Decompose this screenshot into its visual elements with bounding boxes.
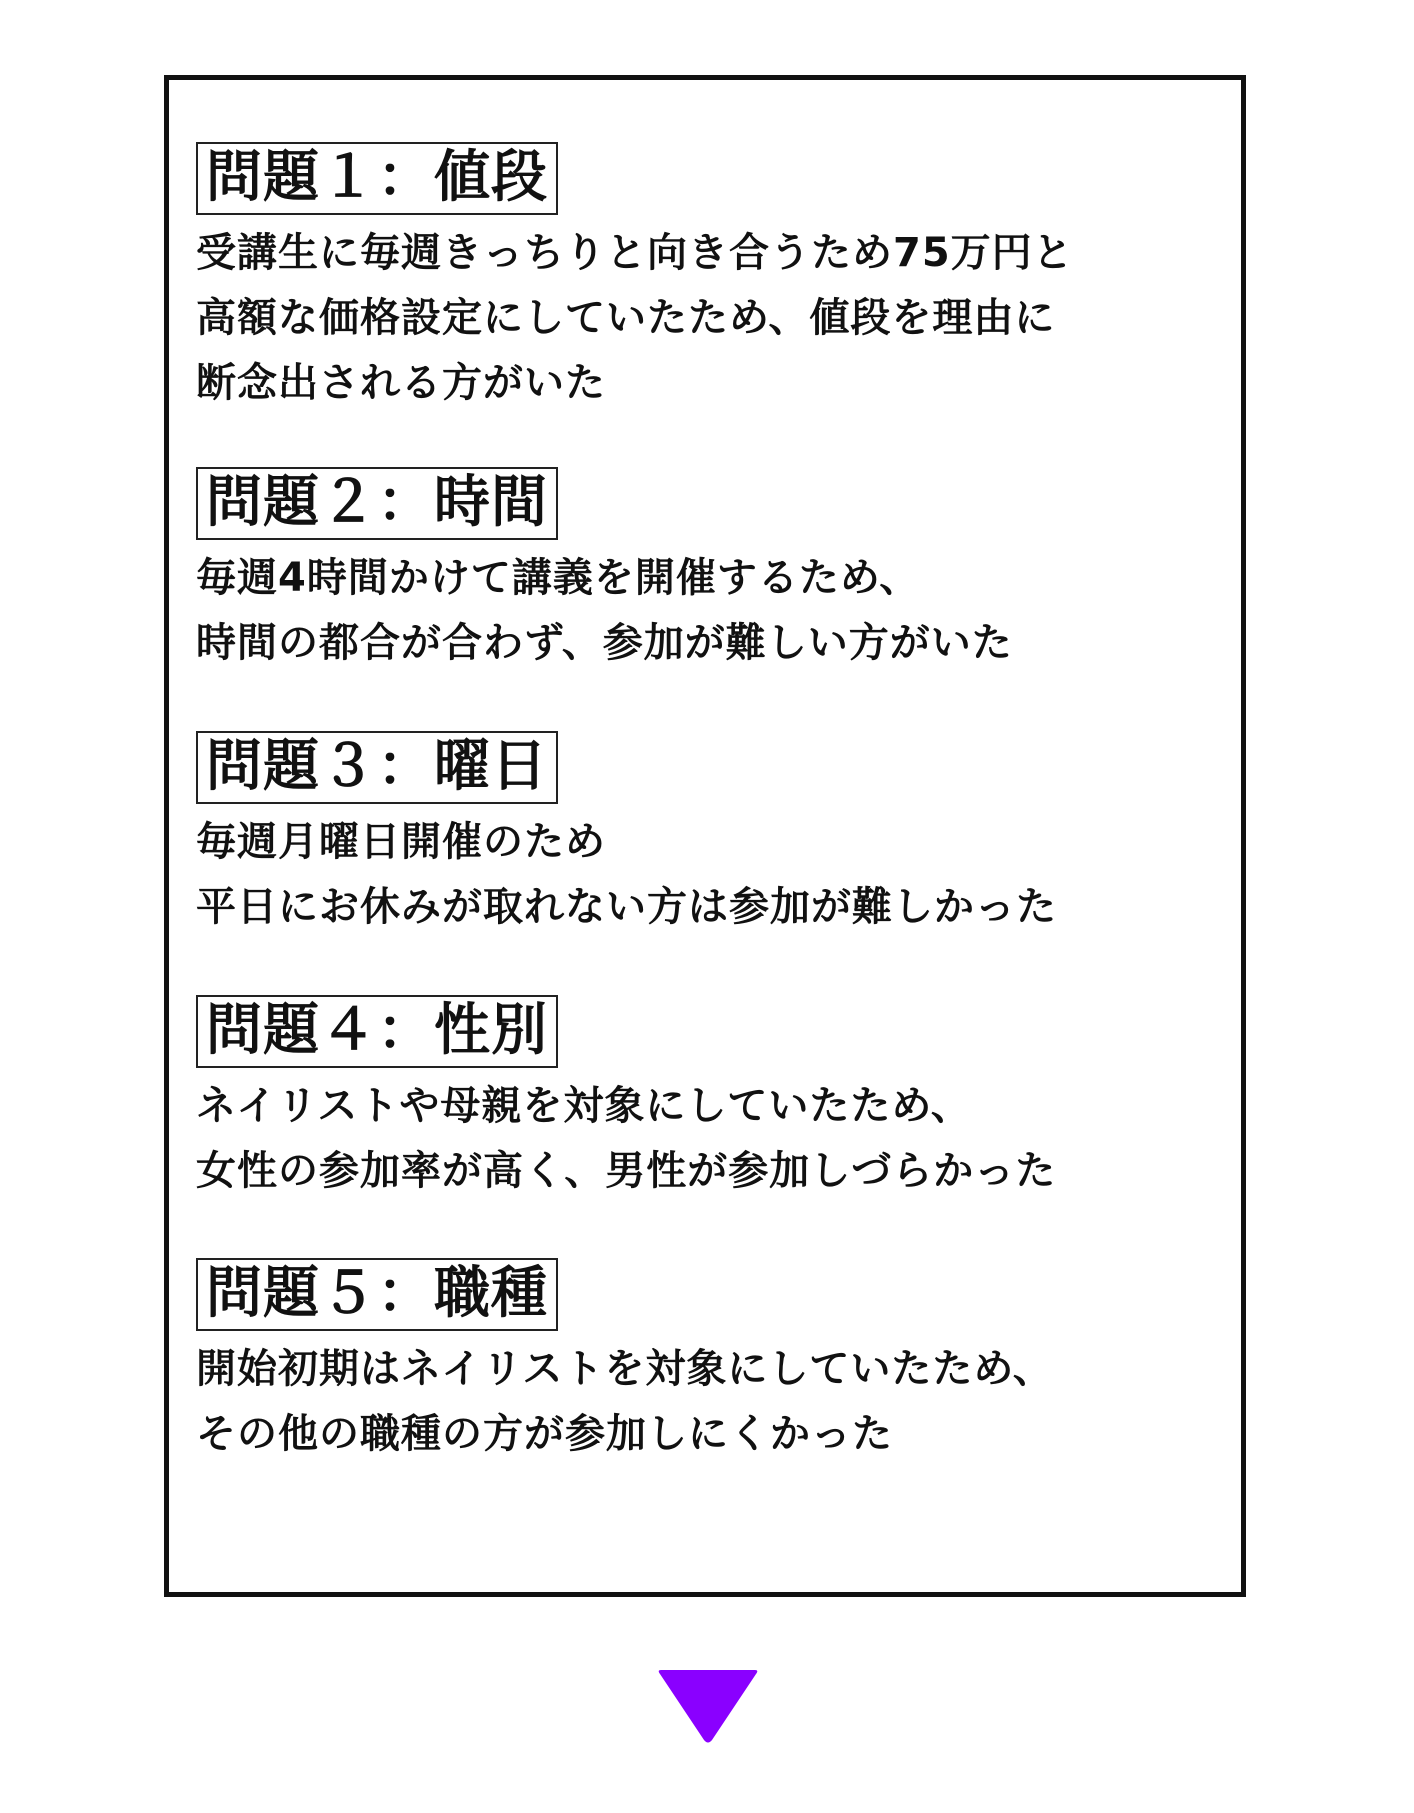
problem-1-line-2: 高額な価格設定にしていたため、値段を理由に bbox=[196, 294, 1056, 341]
problem-3-heading: 問題３：曜日 bbox=[196, 731, 558, 804]
problem-3-description bbox=[196, 810, 1057, 940]
problem-2-description bbox=[196, 546, 1013, 676]
problem-2 bbox=[196, 467, 1013, 676]
problem-5 bbox=[196, 1258, 1054, 1467]
problem-2-heading: 問題２：時間 bbox=[196, 467, 558, 540]
problem-5-line-1: 開始初期はネイリストを対象にしていたため、 bbox=[196, 1345, 1054, 1392]
problem-1-heading: 問題１：値段 bbox=[196, 142, 558, 215]
problem-1-description bbox=[196, 221, 1074, 416]
problem-2-line-1: 毎週4時間かけて講義を開催するため、 bbox=[196, 554, 921, 601]
problem-4 bbox=[196, 995, 1056, 1204]
problem-3 bbox=[196, 731, 1057, 940]
problem-4-description bbox=[196, 1074, 1056, 1204]
problem-5-heading: 問題５：職種 bbox=[196, 1258, 558, 1331]
problem-3-line-1: 毎週月曜日開催のため bbox=[196, 818, 606, 865]
problem-4-heading: 問題４：性別 bbox=[196, 995, 558, 1068]
problem-5-description bbox=[196, 1337, 1054, 1467]
problem-5-line-2: その他の職種の方が参加しにくかった bbox=[196, 1410, 893, 1457]
problem-2-line-2: 時間の都合が合わず、参加が難しい方がいた bbox=[196, 619, 1013, 666]
problem-4-line-1: ネイリストや母親を対象にしていたため、 bbox=[196, 1082, 972, 1129]
problem-1-line-1: 受講生に毎週きっちりと向き合うため75万円と bbox=[196, 229, 1074, 276]
problems-panel bbox=[164, 75, 1246, 1597]
problem-4-line-2: 女性の参加率が高く、男性が参加しづらかった bbox=[196, 1147, 1057, 1194]
problem-3-line-2: 平日にお休みが取れない方は参加が難しかった bbox=[196, 883, 1057, 930]
problem-1 bbox=[196, 142, 1074, 416]
problem-1-line-3: 断念出される方がいた bbox=[196, 359, 606, 406]
